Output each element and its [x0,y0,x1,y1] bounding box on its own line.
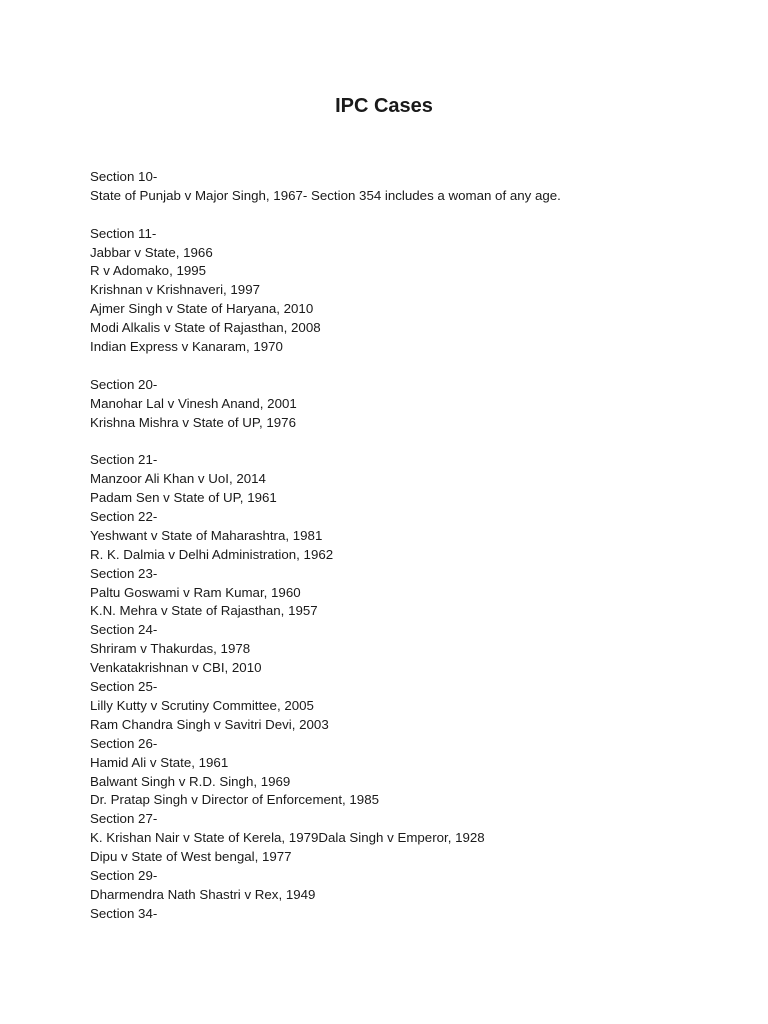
blank-line [90,206,730,225]
text-line: Ajmer Singh v State of Haryana, 2010 [90,301,314,317]
text-line: State of Punjab v Major Singh, 1967- Section 354 includes a woman of any age. [90,187,561,203]
text-line: Venkatakrishnan v CBI, 2010 [90,660,262,676]
text-line: K.N. Mehra v State of Rajasthan, 1957 [90,603,318,619]
text-line: K. Krishan Nair v State of Kerela, 1979Dala Singh v Emperor, 1928 [90,830,485,846]
text-line: Section 10- [90,169,158,184]
text-line: Section 26- [90,735,158,751]
text-line: Dr. Pratap Singh v Director of Enforcement, 1985 [90,792,379,808]
text-line: Krishnan v Krishnaveri, 1997 [90,282,260,298]
text-line: Paltu Goswami v Ram Kumar, 1960 [90,584,301,600]
text-line: Dharmendra Nath Shastri v Rex, 1949 [90,886,316,902]
blank-line [90,432,730,451]
text-line: Dipu v State of West bengal, 1977 [90,849,292,865]
text-line: Section 22- [90,509,158,525]
text-line: Modi Alkalis v State of Rajasthan, 2008 [90,320,321,336]
text-line: Section 24- [90,622,158,638]
text-line: R. K. Dalmia v Delhi Administration, 1962 [90,546,334,562]
text-line: Section 25- [90,679,158,695]
text-line: Padam Sen v State of UP, 1961 [90,490,277,506]
text-line: Indian Express v Kanaram, 1970 [90,339,283,355]
text-line: Manohar Lal v Vinesh Anand, 2001 [90,395,297,411]
text-line: Section 20- [90,376,158,392]
text-line: Manzoor Ali Khan v UoI, 2014 [90,471,266,487]
text-line: Section 27- [90,811,158,827]
text-line: Section 11- [90,225,157,241]
blank-line [90,357,730,376]
text-line: Lilly Kutty v Scrutiny Committee, 2005 [90,697,314,713]
text-line: Ram Chandra Singh v Savitri Devi, 2003 [90,716,329,732]
text-line: Shriram v Thakurdas, 1978 [90,641,251,657]
text-line: Krishna Mishra v State of UP, 1976 [90,414,296,430]
document-title: IPC Cases [335,95,433,117]
text-line: Yeshwant v State of Maharashtra, 1981 [90,527,323,543]
text-line: Section 21- [90,452,158,468]
text-line: Jabbar v State, 1966 [90,244,213,260]
document-body [90,168,730,924]
text-line: Section 29- [90,867,158,883]
text-line: R v Adomako, 1995 [90,263,207,279]
text-line: Hamid Ali v State, 1961 [90,754,229,770]
text-line: Section 23- [90,565,158,581]
text-line: Balwant Singh v R.D. Singh, 1969 [90,773,291,789]
text-line: Section 34- [90,905,158,921]
